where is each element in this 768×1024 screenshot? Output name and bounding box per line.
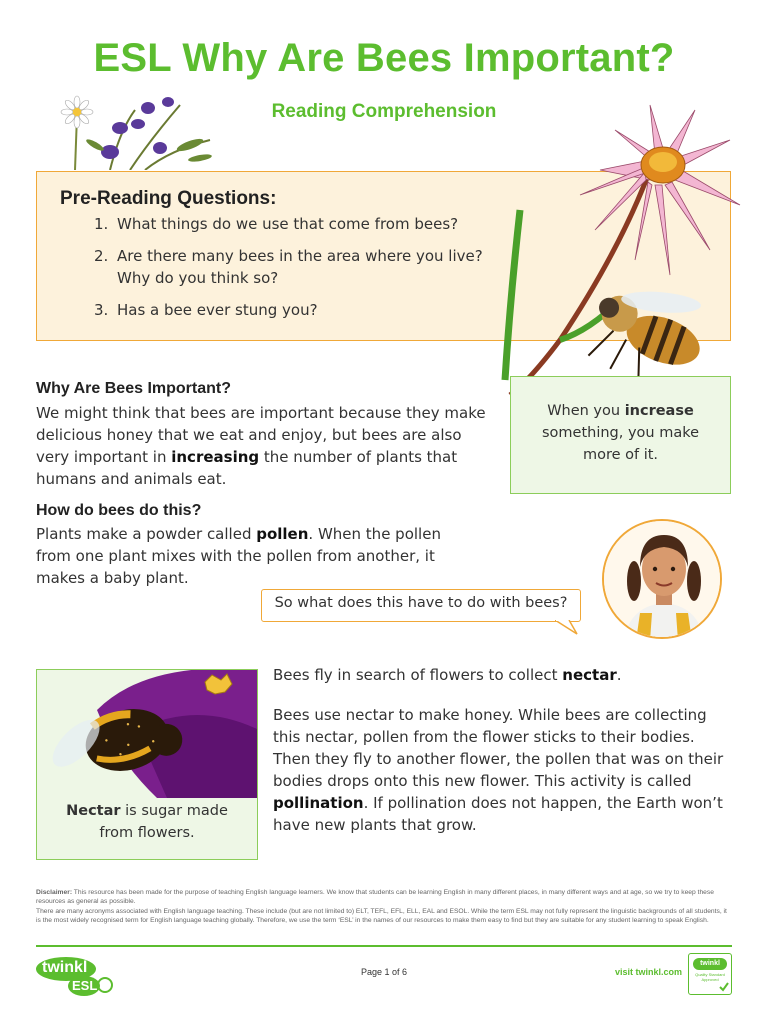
badge-label: Quality Standard Approved xyxy=(695,972,725,982)
logo-subtext: ESL xyxy=(72,978,98,993)
paragraph-pollen xyxy=(36,523,476,589)
page-subtitle: Reading Comprehension xyxy=(271,101,497,122)
girl-illustration xyxy=(604,521,722,639)
question-text: What things do we use that come from bees? xyxy=(117,215,459,233)
paragraph-nectar xyxy=(273,664,733,686)
page-title: ESL Why Are Bees Important? xyxy=(93,36,675,80)
wildflowers-illustration xyxy=(50,90,225,170)
section-heading-why: Why Are Bees Important? xyxy=(36,380,231,397)
definition-part: something, you make more of it. xyxy=(541,425,700,463)
keyword-nectar-body: nectar xyxy=(562,666,617,684)
question-text: Has a bee ever stung you? xyxy=(117,301,318,319)
keyword-pollen: pollen xyxy=(256,525,309,543)
speech-bubble-tail xyxy=(555,620,579,636)
question-number: 2. xyxy=(94,247,109,265)
student-avatar xyxy=(602,519,722,639)
nectar-caption xyxy=(50,800,244,844)
footer-divider xyxy=(36,945,732,947)
page-number: Page 1 of 6 xyxy=(360,967,408,977)
paragraph-text: We might think that bees are important because they make delicious honey that we eat and enjoy, but bees are also very important in xyxy=(36,404,486,466)
paragraph-text: Bees fly in search of flowers to collect xyxy=(273,666,563,684)
speech-bubble-text: So what does this have to do with bees? xyxy=(274,595,568,611)
paragraph-text: Plants make a powder called xyxy=(36,525,257,543)
paragraph-text: . xyxy=(616,666,622,684)
disclaimer-line-2: There are many acronyms associated with English language teaching. These include (but are not limited to) ELT, TEFL, EFL, ELL, EAL and ESOL. While the term ESL may not fully represent the linguistic backgrounds of all students, it is the most widely recognised term for English language teaching globally. Therefore, we use the term ‘ESL’ in the names of our resources to make them easy to find but they are suitable for any student learning to speak English. xyxy=(36,908,727,924)
pre-reading-heading: Pre-Reading Questions: xyxy=(60,188,277,209)
section-heading-how: How do bees do this? xyxy=(36,502,202,519)
paragraph-text: the number of plants that humans and animals eat. xyxy=(36,448,458,488)
keyword-pollination: pollination xyxy=(273,794,364,812)
disclaimer-label: Disclaimer: xyxy=(36,889,73,896)
visit-twinkl-link[interactable]: visit twinkl.com xyxy=(614,967,682,977)
disclaimer xyxy=(36,889,732,925)
paragraph-why-important xyxy=(36,402,496,490)
checkmark-icon xyxy=(719,982,729,992)
paragraph-text: Bees use nectar to make honey. While bees are collecting this nectar, pollen from the flower sticks to their bodies. Then they fly to another flower, the pollen that was on their bodies drops onto this new flower. This activity is called xyxy=(273,706,724,790)
disclaimer-text: This resource has been made for the purpose of teaching English language learners. We know that students can be learning English in many different places, in many different ways and at age, so we try to keep these resources as general as possible. xyxy=(36,889,714,905)
quality-standard-badge xyxy=(688,953,732,995)
definition-part: When you xyxy=(547,403,625,419)
question-number: 3. xyxy=(94,301,109,319)
badge-logo: twinkl xyxy=(693,958,727,970)
twinkl-esl-logo[interactable] xyxy=(36,955,116,997)
keyword-increase: increase xyxy=(624,403,694,419)
disclaimer-line-1 xyxy=(36,889,732,906)
logo-text: twinkl xyxy=(42,959,88,976)
question-number: 1. xyxy=(94,215,109,233)
keyword-increasing: increasing xyxy=(171,448,260,466)
paragraph-pollination xyxy=(273,704,733,836)
definition-text xyxy=(524,400,717,466)
coneflower-bee-illustration xyxy=(500,100,748,400)
keyword-nectar: Nectar xyxy=(66,803,121,819)
question-text: Are there many bees in the area where you live? Why do you think so? xyxy=(117,247,483,287)
bumblebee-on-flower-illustration xyxy=(37,670,258,798)
paragraph-text: . If pollination does not happen, the Earth won’t have new plants that grow. xyxy=(273,794,723,834)
paragraph-text: . When the pollen from one plant mixes with the pollen from another, it makes a baby plant. xyxy=(36,525,441,587)
caption-text: is sugar made from flowers. xyxy=(99,803,228,841)
